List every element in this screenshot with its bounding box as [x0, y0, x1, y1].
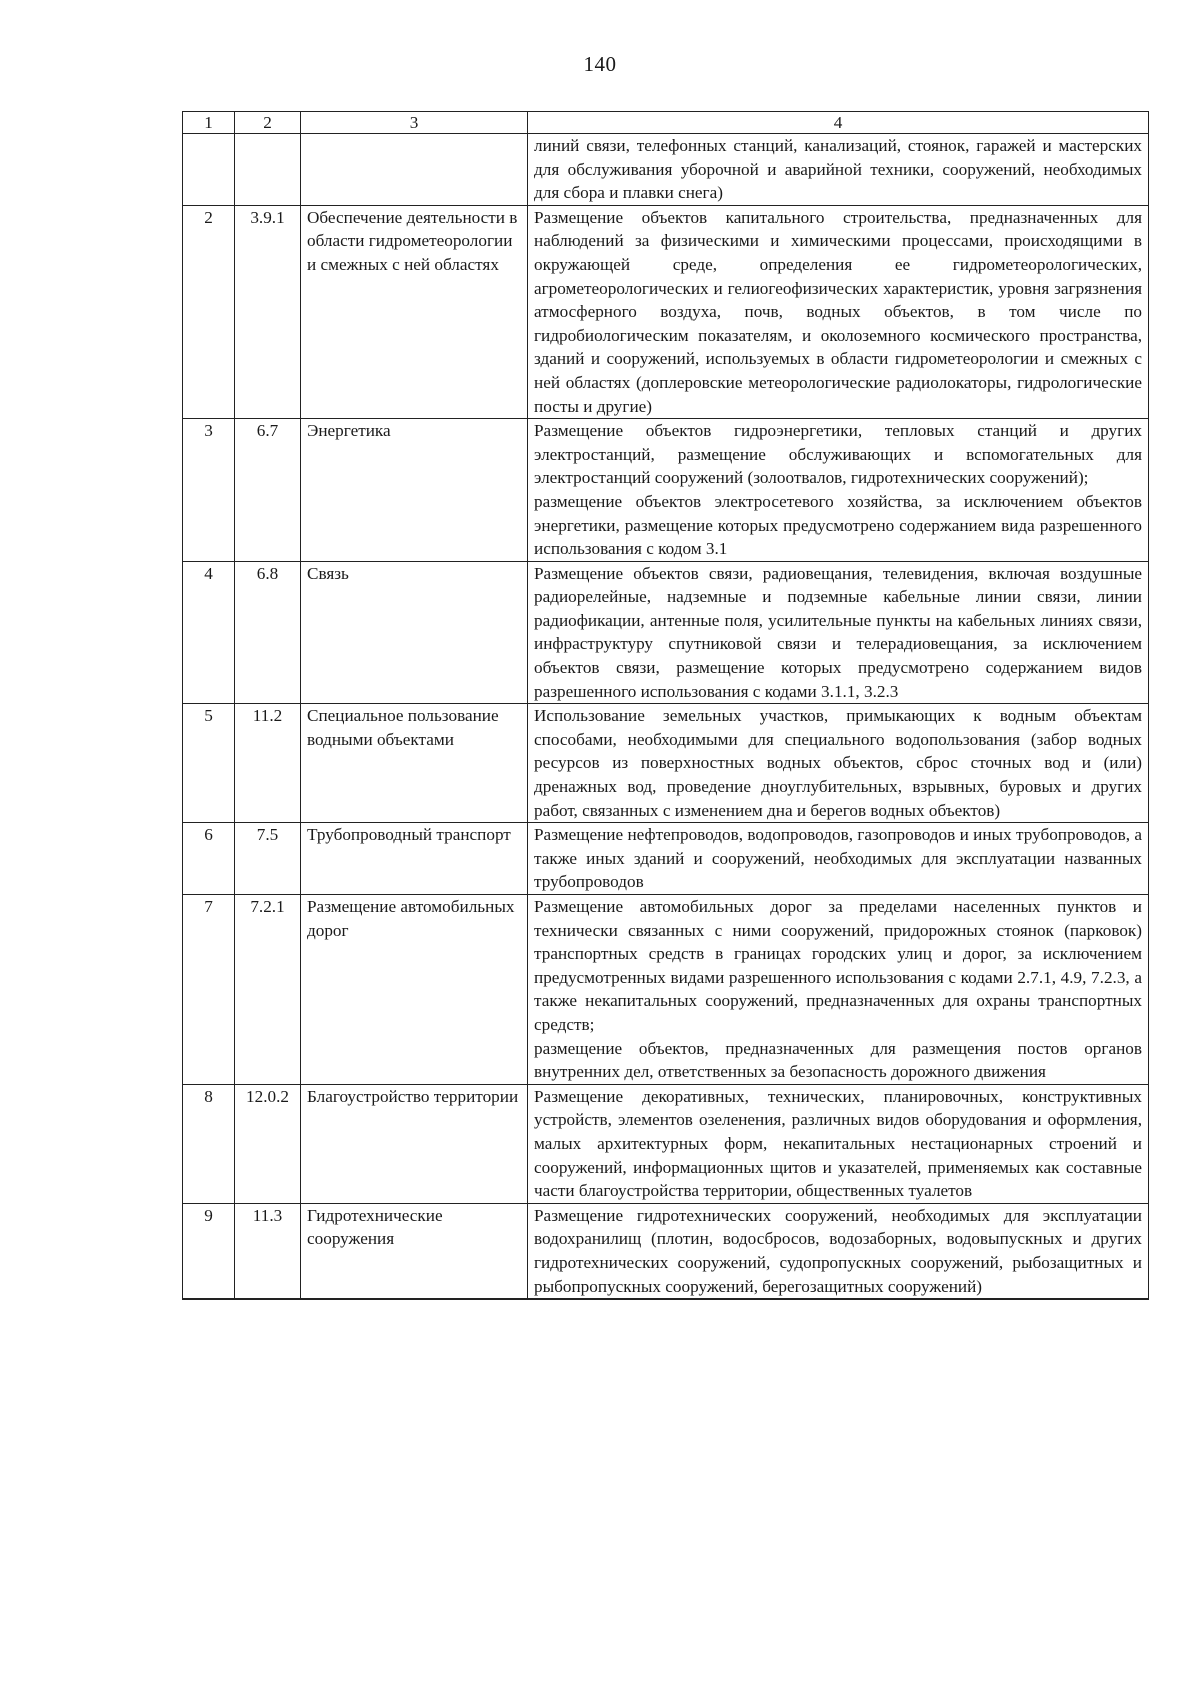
use-description: Размещение объектов связи, радиовещания, телевидения, включая воздушные радиорелейные, надземные и подземные кабельные линии связи, линии радиофикации, антенные поля, усилительные пункты на кабельных линиях связи, инфраструктуру спутниковой связи и телерадиовещания, за исключением объектов связи, размещение которых предусмотрено содержанием видов разрешенного использования с кодами 3.1.1, 3.2.3 — [528, 561, 1149, 704]
use-description: Размещение гидротехнических сооружений, необходимых для эксплуатации водохранилищ (плотин, водосбросов, водозаборных, водовыпускных и других гидротехнических сооружений, судопропускных сооружений, рыбозащитных и рыбопропускных сооружений, берегозащитных сооружений) — [528, 1203, 1149, 1298]
use-name: Обеспечение деятельности в области гидрометеорологии и смежных с ней областях — [301, 205, 528, 418]
use-name: Размещение автомобильных дорог — [301, 895, 528, 1085]
land-use-table — [182, 111, 1149, 1300]
use-code: 7.5 — [235, 823, 301, 895]
row-number: 4 — [183, 561, 235, 704]
row-number: 9 — [183, 1203, 235, 1298]
row-number: 2 — [183, 205, 235, 418]
row-number: 5 — [183, 704, 235, 823]
row-number: 3 — [183, 419, 235, 562]
table-row — [183, 823, 1149, 895]
use-name: Энергетика — [301, 419, 528, 562]
table-row — [183, 205, 1149, 418]
use-description: Размещение объектов капитального строительства, предназначенных для наблюдений за физическими и химическими процессами, происходящими в окружающей среде, определения ее гидрометеорологических, агрометеорологических и гелиогеофизических характеристик, уровня загрязнения атмосферного воздуха, почв, водных объектов, в том числе по гидробиологическим показателям, и околоземного космического пространства, зданий и сооружений, используемых в области гидрометеорологии и смежных с ней областях (доплеровские метеорологические радиолокаторы, гидрологические посты и другие) — [528, 205, 1149, 418]
column-header-2: 2 — [235, 112, 301, 134]
use-name — [301, 1299, 528, 1300]
use-code: 12.0.2 — [235, 1084, 301, 1203]
use-description — [528, 1299, 1149, 1300]
column-header-1: 1 — [183, 112, 235, 134]
use-code: 3.9.1 — [235, 205, 301, 418]
use-name: Трубопроводный транспорт — [301, 823, 528, 895]
use-description: линий связи, телефонных станций, канализаций, стоянок, гаражей и мастерских для обслуживания уборочной и аварийной техники, сооружений, необходимых для сбора и плавки снега) — [528, 134, 1149, 206]
use-code: 11.2 — [235, 704, 301, 823]
table-row — [183, 134, 1149, 206]
use-name: Гидротехнические сооружения — [301, 1203, 528, 1298]
row-number: 6 — [183, 823, 235, 895]
table-row — [183, 1299, 1149, 1300]
use-code — [235, 134, 301, 206]
table-row — [183, 704, 1149, 823]
column-header-4: 4 — [528, 112, 1149, 134]
use-description: Использование земельных участков, примыкающих к водным объектам способами, необходимыми для специального водопользования (забор водных ресурсов из поверхностных водных объектов, сброс сточных вод и (или) дренажных вод, проведение дноуглубительных, взрывных, буровых и других работ, связанных с изменением дна и берегов водных объектов) — [528, 704, 1149, 823]
column-header-3: 3 — [301, 112, 528, 134]
use-code: 11.3 — [235, 1203, 301, 1298]
use-code: 6.7 — [235, 419, 301, 562]
row-number: 8 — [183, 1084, 235, 1203]
use-code: 7.2.1 — [235, 895, 301, 1085]
row-number: 7 — [183, 895, 235, 1085]
use-code — [235, 1299, 301, 1300]
table-row — [183, 1084, 1149, 1203]
use-name: Специальное пользование водными объектами — [301, 704, 528, 823]
use-description: Размещение декоративных, технических, планировочных, конструктивных устройств, элементов озеленения, различных видов оборудования и оформления, малых архитектурных форм, некапитальных нестационарных строений и сооружений, информационных щитов и указателей, применяемых как составные части благоустройства территории, общественных туалетов — [528, 1084, 1149, 1203]
table-header-row — [183, 112, 1149, 134]
use-name: Благоустройство территории — [301, 1084, 528, 1203]
table-row — [183, 895, 1149, 1085]
row-number — [183, 134, 235, 206]
use-name — [301, 134, 528, 206]
use-code: 6.8 — [235, 561, 301, 704]
table-row — [183, 561, 1149, 704]
use-description: Размещение автомобильных дорог за пределами населенных пунктов и технически связанных с ними сооружений, придорожных стоянок (парковок) транспортных средств в границах городских улиц и дорог, за исключением предусмотренных видами разрешенного использования с кодами 2.7.1, 4.9, 7.2.3, а также некапитальных сооружений, предназначенных для охраны транспортных средств; размещение объектов, предназначенных для размещения постов органов внутренних дел, ответственных за безопасность дорожного движения — [528, 895, 1149, 1085]
use-description: Размещение нефтепроводов, водопроводов, газопроводов и иных трубопроводов, а также иных зданий и сооружений, необходимых для эксплуатации названных трубопроводов — [528, 823, 1149, 895]
use-name: Связь — [301, 561, 528, 704]
table-row — [183, 419, 1149, 562]
use-description: Размещение объектов гидроэнергетики, тепловых станций и других электростанций, размещение обслуживающих и вспомогательных для электростанций сооружений (золоотвалов, гидротехнических сооружений); размещение объектов электросетевого хозяйства, за исключением объектов энергетики, размещение которых предусмотрено содержанием вида разрешенного использования с кодом 3.1 — [528, 419, 1149, 562]
table-row — [183, 1203, 1149, 1298]
row-number — [183, 1299, 235, 1300]
page-number: 140 — [583, 52, 617, 76]
